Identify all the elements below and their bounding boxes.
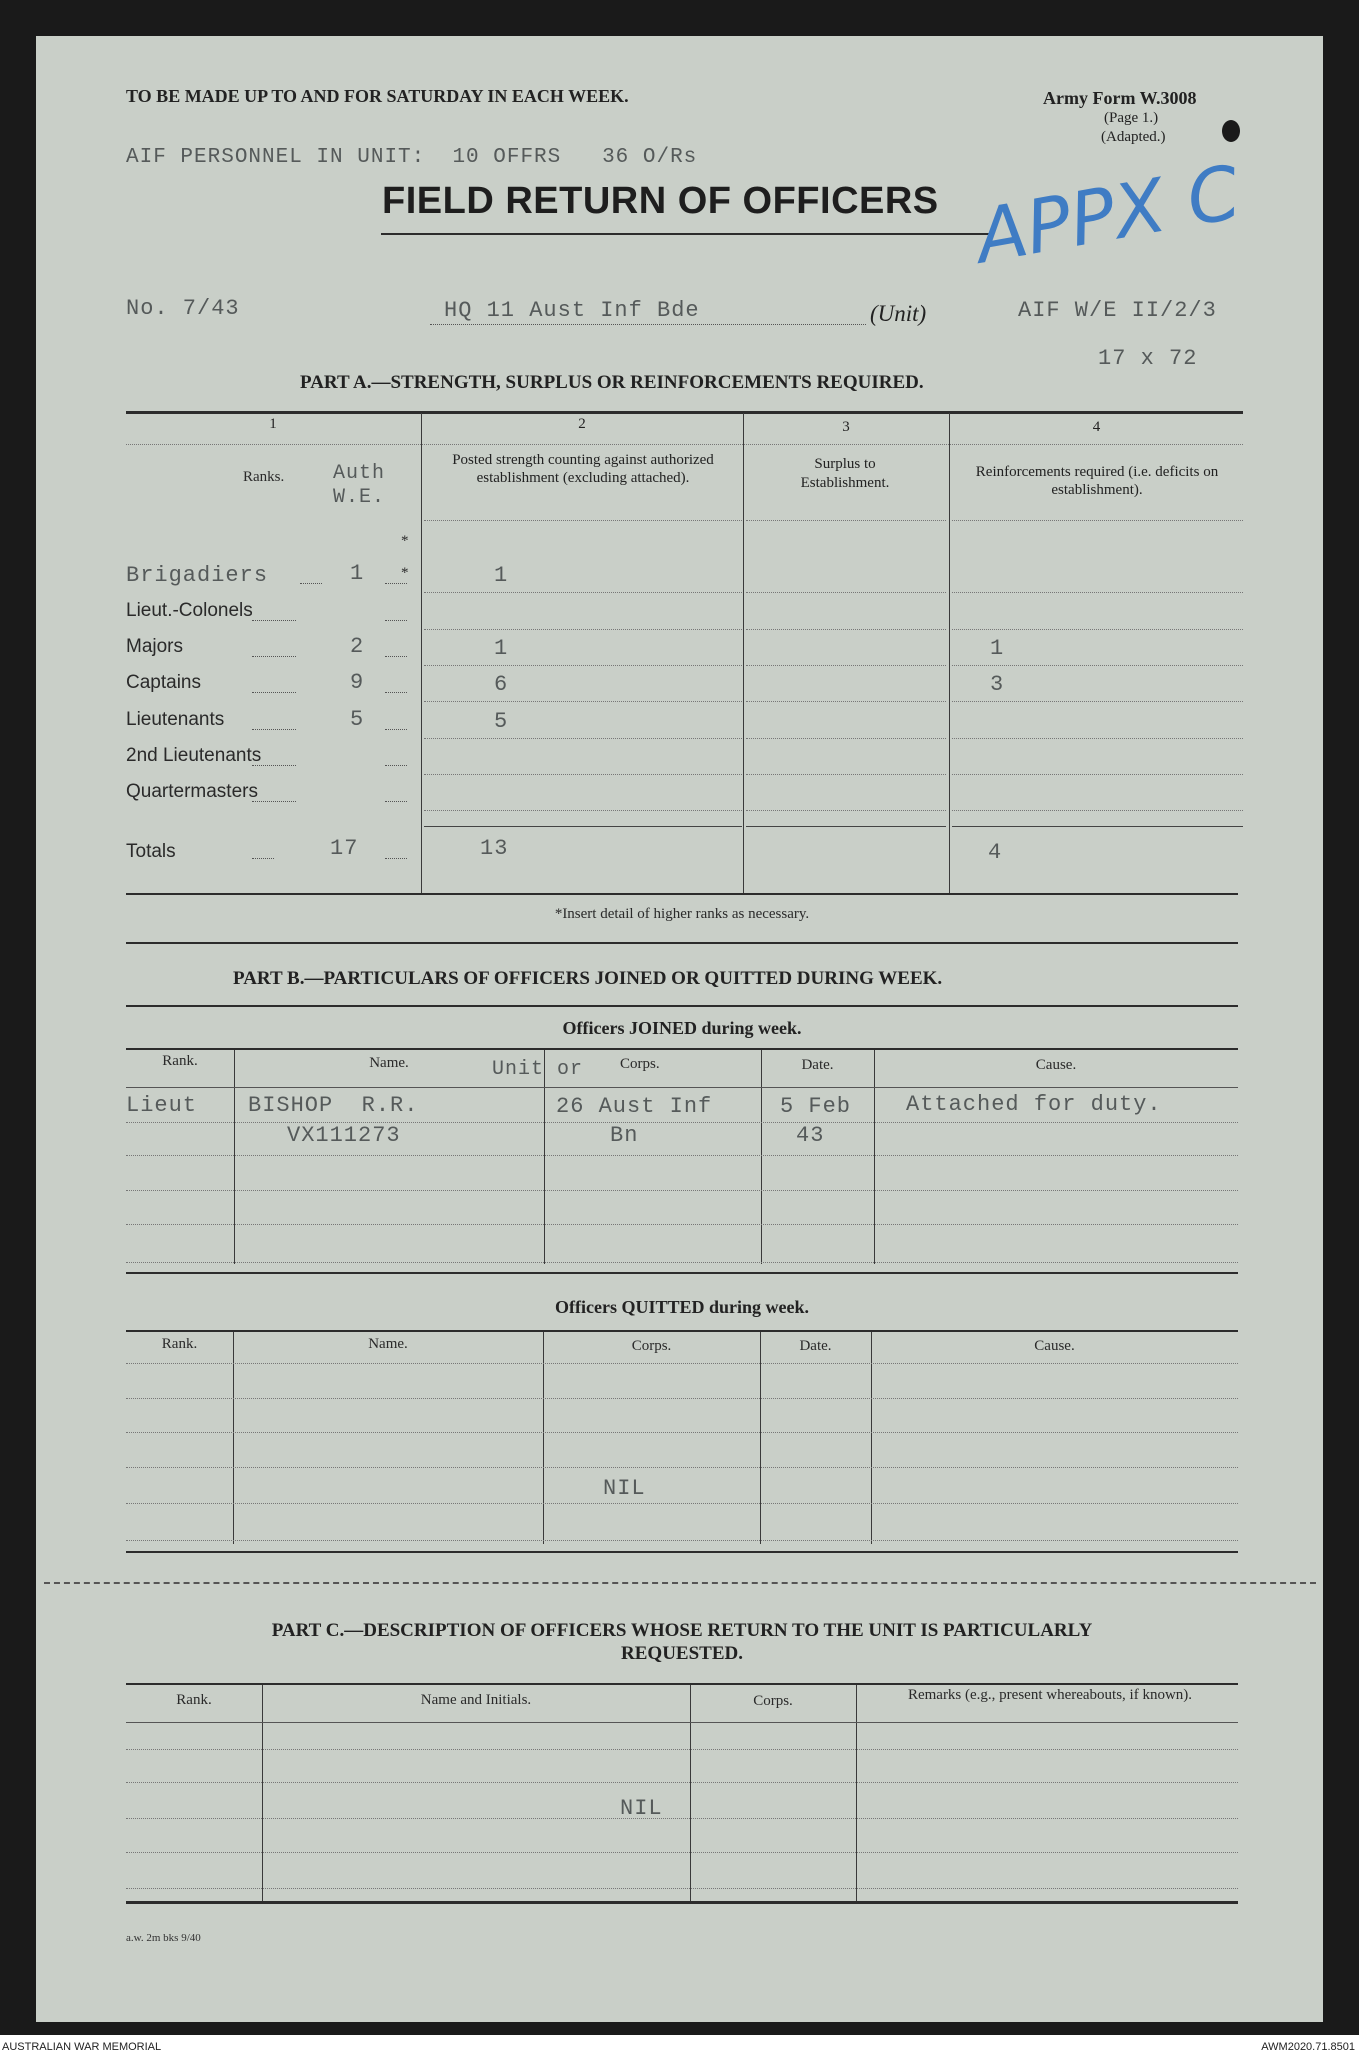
dotted-leader xyxy=(385,801,407,802)
form-title: FIELD RETURN OF OFFICERS xyxy=(382,180,939,222)
row-rule xyxy=(424,629,742,630)
totals-auth: 17 xyxy=(330,836,359,861)
joined-col-name: Name. xyxy=(369,1055,409,1071)
col-number-3: 3 xyxy=(842,419,850,435)
row-rule xyxy=(424,592,742,593)
row-rule xyxy=(952,774,1243,775)
we-reference-2: 17 x 72 xyxy=(1098,346,1198,371)
dotted-leader xyxy=(385,620,407,621)
part-c-col-remarks: Remarks (e.g., present whereabouts, if known). xyxy=(907,1687,1193,1703)
joined-rank: Lieut xyxy=(126,1093,198,1118)
joined-col-rank: Rank. xyxy=(162,1053,198,1069)
joined-title: Officers JOINED during week. xyxy=(562,1018,802,1038)
col-number-4: 4 xyxy=(1092,419,1101,435)
rank-mark: * xyxy=(401,565,409,581)
rank-label: Lieutenants xyxy=(126,709,225,730)
dotted-leader xyxy=(252,801,296,802)
dotted-leader xyxy=(385,692,407,693)
unit-dotted-line xyxy=(430,324,866,325)
dotted-leader xyxy=(385,583,407,584)
rank-posted-value: 1 xyxy=(494,636,509,661)
row-rule xyxy=(952,738,1243,739)
row-rule xyxy=(424,774,742,775)
joined-col-unit-or: Unit or xyxy=(492,1058,584,1081)
part-a-footnote: *Insert detail of higher ranks as necessary. xyxy=(554,906,810,922)
credit-right: AWM2020.71.8501 xyxy=(1261,2041,1355,2053)
rank-reinforcement-value: 1 xyxy=(990,636,1005,661)
joined-col-corps: Corps. xyxy=(620,1056,660,1072)
rank-auth-value: 1 xyxy=(350,561,365,586)
totals-label: Totals xyxy=(126,841,176,862)
rank-label: 2nd Lieutenants xyxy=(126,745,262,766)
rank-posted-value: 6 xyxy=(494,672,509,697)
form-id: Army Form W.3008 xyxy=(1043,88,1197,108)
part-b-title: PART B.—PARTICULARS OF OFFICERS JOINED OR QUITTED DURING WEEK. xyxy=(233,968,943,989)
printer-code: a.w. 2m bks 9/40 xyxy=(126,1932,201,1944)
header-asterisk: * xyxy=(401,533,409,549)
dotted-leader xyxy=(252,620,296,621)
quitted-col-rank: Rank. xyxy=(161,1336,198,1352)
row-rule xyxy=(952,810,1243,811)
dotted-leader xyxy=(300,583,322,584)
joined-name: BISHOP R.R. xyxy=(248,1093,419,1118)
part-a-title: PART A.—STRENGTH, SURPLUS OR REINFORCEMENTS REQUIRED. xyxy=(300,372,924,393)
row-rule xyxy=(746,701,946,702)
rank-auth-value: 5 xyxy=(350,707,365,732)
totals-reinforcements: 4 xyxy=(988,840,1003,865)
form-page: (Page 1.) xyxy=(1104,110,1159,126)
part-c-col-rank: Rank. xyxy=(176,1692,212,1708)
quitted-title: Officers QUITTED during week. xyxy=(555,1297,809,1317)
rank-label: Majors xyxy=(126,636,184,657)
part-a-top-rule xyxy=(126,411,1243,414)
quitted-col-corps: Corps. xyxy=(631,1338,672,1354)
row-rule xyxy=(746,810,946,811)
part-c-col-corps: Corps. xyxy=(753,1693,793,1709)
quitted-col-date: Date. xyxy=(799,1338,832,1354)
row-rule xyxy=(746,629,946,630)
personnel-line: AIF PERSONNEL IN UNIT: 10 OFFRS 36 O/Rs xyxy=(126,146,698,169)
auth-we-header: Auth W.E. xyxy=(333,462,386,509)
punch-hole xyxy=(1222,120,1240,142)
joined-cause: Attached for duty. xyxy=(906,1092,1162,1117)
col2-header: Posted strength counting against authorized establishment (excluding attached). xyxy=(452,452,714,486)
part-c-title-2: REQUESTED. xyxy=(621,1643,743,1664)
row-rule xyxy=(746,774,946,775)
joined-corps-2: Bn xyxy=(610,1123,639,1148)
rank-reinforcement-value: 3 xyxy=(990,672,1005,697)
col-number-1: 1 xyxy=(269,416,277,432)
row-rule xyxy=(746,592,946,593)
rank-label: Lieut.-Colonels xyxy=(126,600,253,621)
tear-line xyxy=(44,1582,1316,1584)
rank-posted-value: 5 xyxy=(494,709,509,734)
dotted-leader xyxy=(385,729,407,730)
row-rule xyxy=(424,665,742,666)
col-number-2: 2 xyxy=(578,416,586,432)
rank-auth-value: 9 xyxy=(350,670,365,695)
dotted-leader xyxy=(385,656,407,657)
rank-posted-value: 1 xyxy=(494,563,509,588)
instruction-line: TO BE MADE UP TO AND FOR SATURDAY IN EACH WEEK. xyxy=(126,86,629,106)
row-rule xyxy=(952,665,1243,666)
rank-label: Captains xyxy=(126,672,201,693)
row-rule xyxy=(746,665,946,666)
row-rule xyxy=(424,810,742,811)
ranks-header: Ranks. xyxy=(243,469,285,485)
part-c-col-name: Name and Initials. xyxy=(420,1692,532,1708)
credit-left: AUSTRALIAN WAR MEMORIAL xyxy=(2,2041,162,2053)
row-rule xyxy=(746,738,946,739)
dotted-leader xyxy=(252,729,296,730)
quitted-nil: NIL xyxy=(603,1476,646,1501)
joined-date-2: 43 xyxy=(796,1123,825,1148)
col3-header: Surplus to Establishment. xyxy=(800,456,890,491)
quitted-col-cause: Cause. xyxy=(1034,1338,1075,1354)
quitted-col-name: Name. xyxy=(368,1336,408,1352)
joined-corps: 26 Aust Inf xyxy=(556,1094,713,1119)
row-rule xyxy=(424,701,742,702)
dotted-leader xyxy=(252,765,296,766)
dotted-leader xyxy=(252,692,296,693)
we-reference: AIF W/E II/2/3 xyxy=(1018,298,1217,323)
rank-auth-value: 2 xyxy=(350,634,365,659)
part-c-title: PART C.—DESCRIPTION OF OFFICERS WHOSE RETURN TO THE UNIT IS PARTICULARLY xyxy=(271,1620,1093,1641)
form-adapted: (Adapted.) xyxy=(1101,129,1166,145)
joined-col-cause: Cause. xyxy=(1035,1057,1077,1073)
rank-label: Quartermasters xyxy=(126,781,258,802)
rank-label: Brigadiers xyxy=(126,563,269,588)
totals-posted: 13 xyxy=(480,836,509,861)
return-number: No. 7/43 xyxy=(126,296,240,321)
row-rule xyxy=(952,629,1243,630)
unit-value: HQ 11 Aust Inf Bde xyxy=(444,298,700,323)
caption-bar xyxy=(0,2035,1359,2061)
joined-date: 5 Feb xyxy=(780,1094,852,1119)
unit-label: (Unit) xyxy=(870,301,927,326)
row-rule xyxy=(424,738,742,739)
joined-number: VX111273 xyxy=(287,1123,401,1148)
dotted-leader xyxy=(385,765,407,766)
appendix-annotation: APPX C xyxy=(969,149,1247,281)
row-rule xyxy=(952,592,1243,593)
joined-col-date: Date. xyxy=(801,1057,834,1073)
col4-header: Reinforcements required (i.e. deficits on establishment). xyxy=(975,464,1219,498)
row-rule xyxy=(952,701,1243,702)
part-c-nil: NIL xyxy=(620,1796,663,1821)
title-underline xyxy=(381,233,989,235)
dotted-leader xyxy=(252,656,296,657)
